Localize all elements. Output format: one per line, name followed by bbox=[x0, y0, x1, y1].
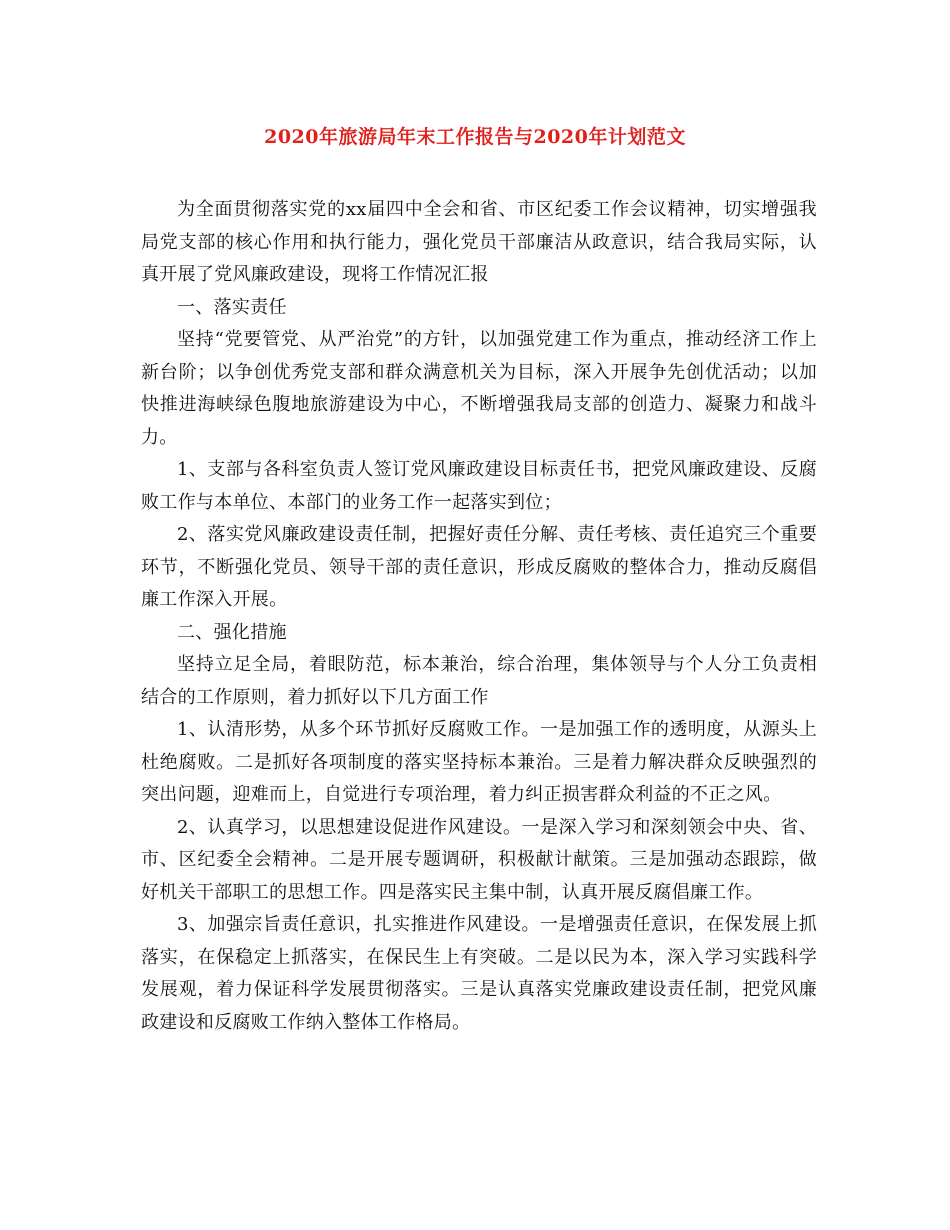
section-heading-1: 一、落实责任 bbox=[177, 296, 287, 318]
document-title: 2020年旅游局年末工作报告与2020年计划范文 bbox=[264, 126, 686, 148]
paragraph-item-1-2: 2、落实党风廉政建设责任制，把握好责任分解、责任考核、责任追究三个重要环节，不断强化党员、领导干部的责任意识，形成反腐败的整体合力，推动反腐倡廉工作深入开展。 bbox=[141, 524, 817, 610]
paragraph-item-1-1: 1、支部与各科室负责人签订党风廉政建设目标责任书，把党风廉政建设、反腐败工作与本单位、本部门的业务工作一起落实到位； bbox=[141, 459, 817, 513]
paragraph-principle: 坚持“党要管党、从严治党”的方针，以加强党建工作为重点，推动经济工作上新台阶；以争创优秀党支部和群众满意机关为目标，深入开展争先创优活动；以加快推进海峡绿色腹地旅游建设为中心，不断增强我局支部的创造力、凝聚力和战斗力。 bbox=[141, 329, 817, 448]
paragraph-item-2-2: 2、认真学习，以思想建设促进作风建设。一是深入学习和深刻领会中央、省、市、区纪委全会精神。二是开展专题调研，积极献计献策。三是加强动态跟踪，做好机关干部职工的思想工作。四是落实民主集中制，认真开展反腐倡廉工作。 bbox=[141, 816, 817, 903]
paragraph-item-2-1: 1、认清形势，从多个环节抓好反腐败工作。一是加强工作的透明度，从源头上杜绝腐败。二是抓好各项制度的落实坚持标本兼治。三是着力解决群众反映强烈的突出问题，迎难而上，自觉进行专项治理，着力纠正损害群众利益的不正之风。 bbox=[141, 719, 817, 805]
paragraph-measures: 坚持立足全局，着眼防范，标本兼治，综合治理，集体领导与个人分工负责相结合的工作原则，着力抓好以下几方面工作 bbox=[141, 654, 817, 708]
section-heading-2: 二、强化措施 bbox=[177, 621, 287, 643]
document-body bbox=[141, 194, 817, 1039]
paragraph-item-2-3: 3、加强宗旨责任意识，扎实推进作风建设。一是增强责任意识，在保发展上抓落实，在保稳定上抓落实，在保民生上有突破。二是以民为本，深入学习实践科学发展观，着力保证科学发展贯彻落实。三是认真落实党廉政建设责任制，把党风廉政建设和反腐败工作纳入整体工作格局。 bbox=[141, 914, 817, 1033]
paragraph-intro: 为全面贯彻落实党的xx届四中全会和省、市区纪委工作会议精神，切实增强我局党支部的核心作用和执行能力，强化党员干部廉洁从政意识，结合我局实际，认真开展了党风廉政建设，现将工作情况汇报 bbox=[141, 199, 817, 285]
